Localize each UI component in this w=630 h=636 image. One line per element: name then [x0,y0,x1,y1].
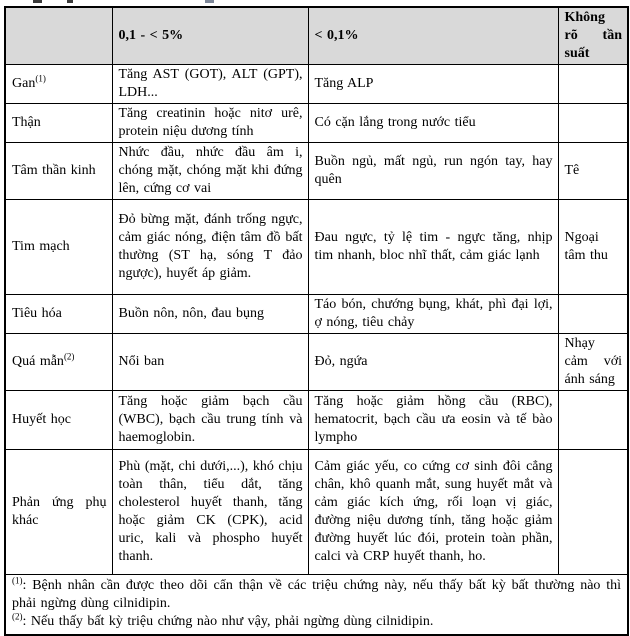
low-freq-cell: Tăng hoặc giảm hồng cầu (RBC), hematocrit, bạch cầu ưa eosin và tế bào lympho [308,391,558,450]
footnote-marker: (2) [12,611,23,622]
footnote-1 [12,577,621,613]
table-row-tam-than-kinh [5,143,628,200]
table-row-huyet-hoc [5,391,628,450]
low-freq-cell: Có cặn lắng trong nước tiểu [308,104,558,143]
row-label-text: Thận [12,115,41,130]
table-row-phan-ung-phu-khac [5,450,628,575]
table-row-than [5,104,628,143]
mid-freq-cell: Nhức đầu, nhức đầu âm i, chóng mặt, chóng mặt khi đứng lên, cứng cơ vai [112,143,308,200]
row-label [5,104,112,143]
mid-freq-cell: Đỏ bừng mặt, đánh trống ngực, cảm giác nóng, điện tâm đồ bất thường (ST hạ, sóng T đảo ngược), huyết áp giảm. [112,200,308,295]
footnote-text: : Bệnh nhân cần được theo dõi cẩn thận về các triệu chứng này, nếu thấy bất kỳ bất thường nào thì phải ngừng dùng cilnidipin. [12,578,621,611]
footnote-marker: (1) [35,73,46,84]
row-label [5,295,112,334]
table-row-qua-man [5,334,628,391]
footnote-text: : Nếu thấy bất kỳ triệu chứng nào như vậy, phải ngừng dùng cilnidipin. [22,614,434,629]
row-label-text: Huyết học [12,412,71,427]
adverse-reactions-table [4,6,629,636]
mid-freq-cell: Tăng hoặc giảm bạch cầu (WBC), bạch cầu trung tính và haemoglobin. [112,391,308,450]
row-label [5,450,112,575]
mid-freq-cell: Tăng AST (GOT), ALT (GPT), LDH... [112,65,308,104]
mid-freq-cell: Nổi ban [112,334,308,391]
header-low-frequency: < 0,1% [308,7,558,65]
table-header-row [5,7,628,65]
low-freq-cell: Buồn ngủ, mất ngủ, run ngón tay, hay quên [308,143,558,200]
unknown-freq-cell [558,104,628,143]
row-label-text: Phản ứng phụ khác [12,495,107,528]
low-freq-cell: Đau ngực, tỷ lệ tim - ngực tăng, nhịp tim nhanh, bloc nhĩ thất, cảm giác lạnh [308,200,558,295]
header-empty-cell [5,7,112,65]
clipped-text-fragment [205,0,214,3]
row-label [5,143,112,200]
header-mid-frequency: 0,1 - < 5% [112,7,308,65]
row-label [5,334,112,391]
mid-freq-cell: Phù (mặt, chi dưới,...), khó chịu toàn thân, tiểu dắt, tăng cholesterol huyết thanh, tăng hoặc giảm CK (CPK), acid uric, kali và phospho huyết thanh. [112,450,308,575]
table-row-tim-mach [5,200,628,295]
table-footnotes-row [5,575,628,636]
clipped-text-fragment [67,0,73,3]
unknown-freq-cell [558,391,628,450]
footnote-2 [12,613,621,631]
footnote-marker: (1) [12,575,23,586]
unknown-freq-cell: Ngoại tâm thu [558,200,628,295]
header-unknown-frequency: Không rõ tần suất [558,7,628,65]
row-label [5,65,112,104]
unknown-freq-cell [558,295,628,334]
row-label [5,200,112,295]
row-label-text: Tâm thần kinh [12,163,96,178]
low-freq-cell: Táo bón, chướng bụng, khát, phì đại lợi, ợ nóng, tiêu chảy [308,295,558,334]
unknown-freq-cell: Nhạy cảm với ánh sáng [558,334,628,391]
low-freq-cell: Cảm giác yếu, co cứng cơ sinh đôi cẳng chân, khô quanh mắt, sung huyết mắt và cảm giác kích ứng, rối loạn vị giác, đường niệu dương tính, tăng hoặc giảm đường huyết lúc đói, protein toàn phần, calci và CRP huyết thanh, ho. [308,450,558,575]
mid-freq-cell: Tăng creatinin hoặc nitơ urê, protein niệu dương tính [112,104,308,143]
row-label [5,391,112,450]
low-freq-cell: Tăng ALP [308,65,558,104]
clipped-text-fragment [33,0,42,3]
mid-freq-cell: Buồn nôn, nôn, đau bụng [112,295,308,334]
row-label-text: Gan [12,76,36,91]
footnote-marker: (2) [63,351,75,362]
footnotes-cell [5,575,628,636]
row-label-text: Quá mẫn [12,354,64,369]
table-row-gan [5,65,628,104]
table-row-tieu-hoa [5,295,628,334]
unknown-freq-cell [558,65,628,104]
low-freq-cell: Đỏ, ngứa [308,334,558,391]
unknown-freq-cell: Tê [558,143,628,200]
unknown-freq-cell [558,450,628,575]
row-label-text: Tiêu hóa [12,306,62,321]
row-label-text: Tim mạch [12,239,70,254]
